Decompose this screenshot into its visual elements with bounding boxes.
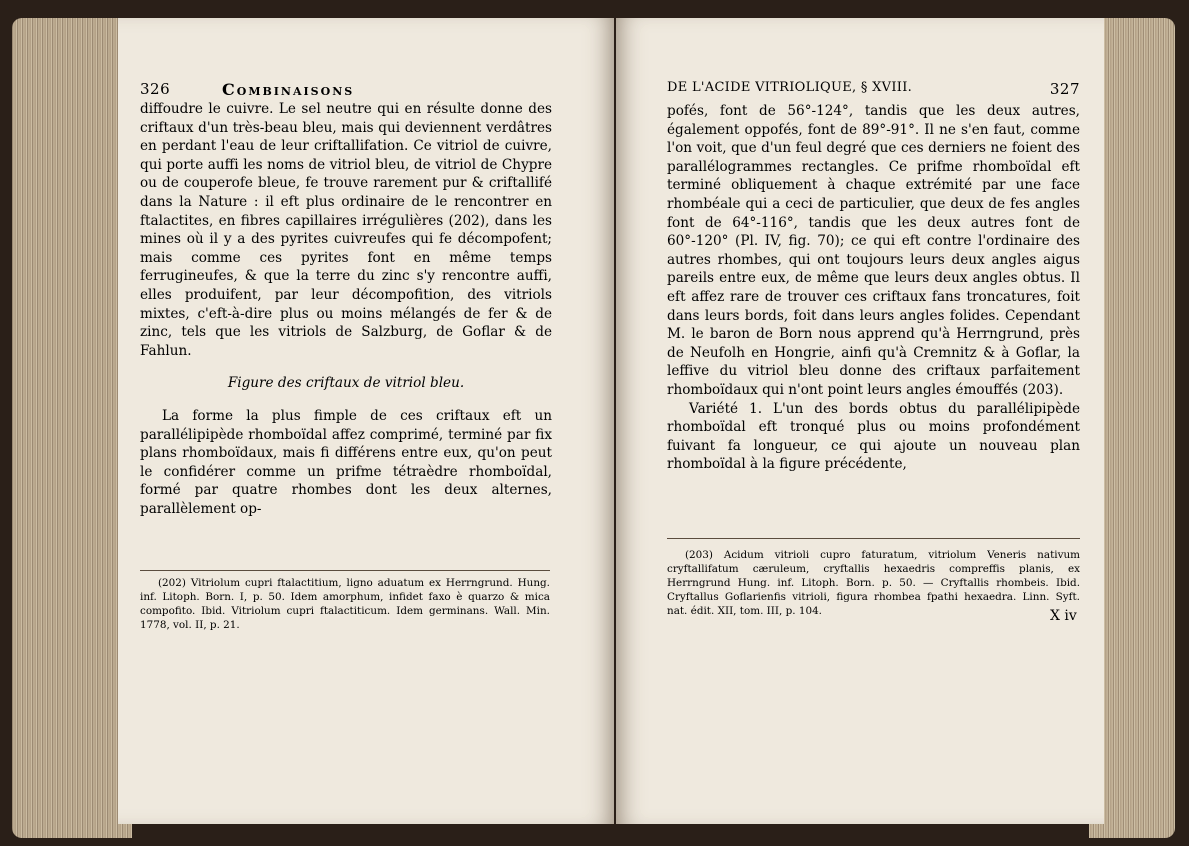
left-paragraph-2: La forme la plus fimple de ces criftaux eft un parallélipipède rhomboïdal affez comprimé, terminé par fix plans rhomboïdaux, mais fi différens entre eux, qu'on peut le confidérer comme un prifme tétraèdre rhomboïdal, formé par quatre rhombes dont les deux alternes, parallèlement op- <box>140 407 552 517</box>
left-running-head: Combinaisons <box>222 80 355 99</box>
left-body-text <box>140 100 552 518</box>
right-body-text <box>667 102 1080 474</box>
left-paragraph-1: diffoudre le cuivre. Le sel neutre qui en résulte donne des criftaux d'un très-beau bleu, mais qui deviennent verdâtres en perdant l'eau de leur criftallifation. Ce vitriol de cuivre, qui porte auffi les noms de vitriol bleu, de vitriol de Chypre ou de couperofe bleue, fe trouve rarement pur & criftallifé dans la Nature : il eft plus ordinaire de le rencontrer en ftalactites, en fibres capillaires irrégulières (202), dans les mines où il y a des pyrites cuivreufes qui fe décompofent; mais comme ces pyrites font en même temps ferrugineufes, & que la terre du zinc s'y rencontre auffi, elles produifent, par leur décompofition, des vitriols mixtes, c'eft-à-dire plus ou moins mélangés de fer & de zinc, tels que les vitriols de Salzburg, de Goflar & de Fahlun. <box>140 101 552 359</box>
left-page-edges <box>12 18 132 838</box>
right-page-number: 327 <box>1049 80 1080 98</box>
left-footnote <box>140 576 550 632</box>
signature-mark: X iv <box>1050 608 1077 624</box>
right-paragraph-1: pofés, font de 56°-124°, tandis que les deux autres, également oppofés, font de 89°-91°. Il ne s'en faut, comme l'on voit, que d'un feul degré que ces derniers ne foient des parallélogrammes rectangles. Ce prifme rhomboïdal eft terminé obliquement à chaque extrémité par une face rhombéale qui a ceci de particulier, que deux de fes angles font de 64°-116°, tandis que les deux autres font de 60°-120° (Pl. IV, fig. 70); ce qui eft contre l'ordinaire des autres rhombes, qui ont toujours leurs deux angles aigus pareils entre eux, de même que leurs deux angles obtus. Il eft affez rare de trouver ces criftaux fans troncatures, foit dans leurs bords, foit dans leurs angles folides. Cependant M. le baron de Born nous apprend qu'à Herrngrund, près de Neufolh en Hongrie, ainfi qu'à Cremnitz & à Goflar, la leffive du vitriol bleu donne des criftaux parfaitement rhomboïdaux qui n'ont point leurs angles émouffés (203). <box>667 103 1080 398</box>
right-footnote <box>667 548 1080 618</box>
left-footnote-rule <box>140 570 550 571</box>
left-page-number: 326 <box>140 80 171 98</box>
right-running-head: DE L'ACIDE VITRIOLIQUE, § XVIII. <box>667 80 913 95</box>
section-heading: Figure des criftaux de vitriol bleu. <box>227 375 465 392</box>
footnote-203: (203) Acidum vitrioli cupro faturatum, vitriolum Veneris nativum cryftallifatum cæruleum, cryftallis hexaedris compreffis planis, ex Herrngrund Hung. inf. Litoph. Born. p. 50. — Cryftallis rhombeis. Ibid. Cryftallus Goflarienfis vitrioli, figura rhombea fpathi hexaedra. Linn. Syft. nat. édit. XII, tom. III, p. 104. <box>667 549 1080 617</box>
right-footnote-rule <box>667 538 1080 539</box>
right-paragraph-2: Variété 1. L'un des bords obtus du parallélipipède rhomboïdal eft tronqué plus ou moins profondément fuivant fa longueur, ce qui ajoute un nouveau plan rhomboïdal à la figure précédente, <box>667 400 1080 473</box>
footnote-202: (202) Vitriolum cupri ftalactitium, ligno aduatum ex Herrngrund. Hung. inf. Litoph. Born. I, p. 50. Idem amorphum, infidet faxo è quarzo & mica compofito. Ibid. Vitriolum cupri ftalactiticum. Idem germinans. Wall. Min. 1778, vol. II, p. 21. <box>140 577 550 631</box>
